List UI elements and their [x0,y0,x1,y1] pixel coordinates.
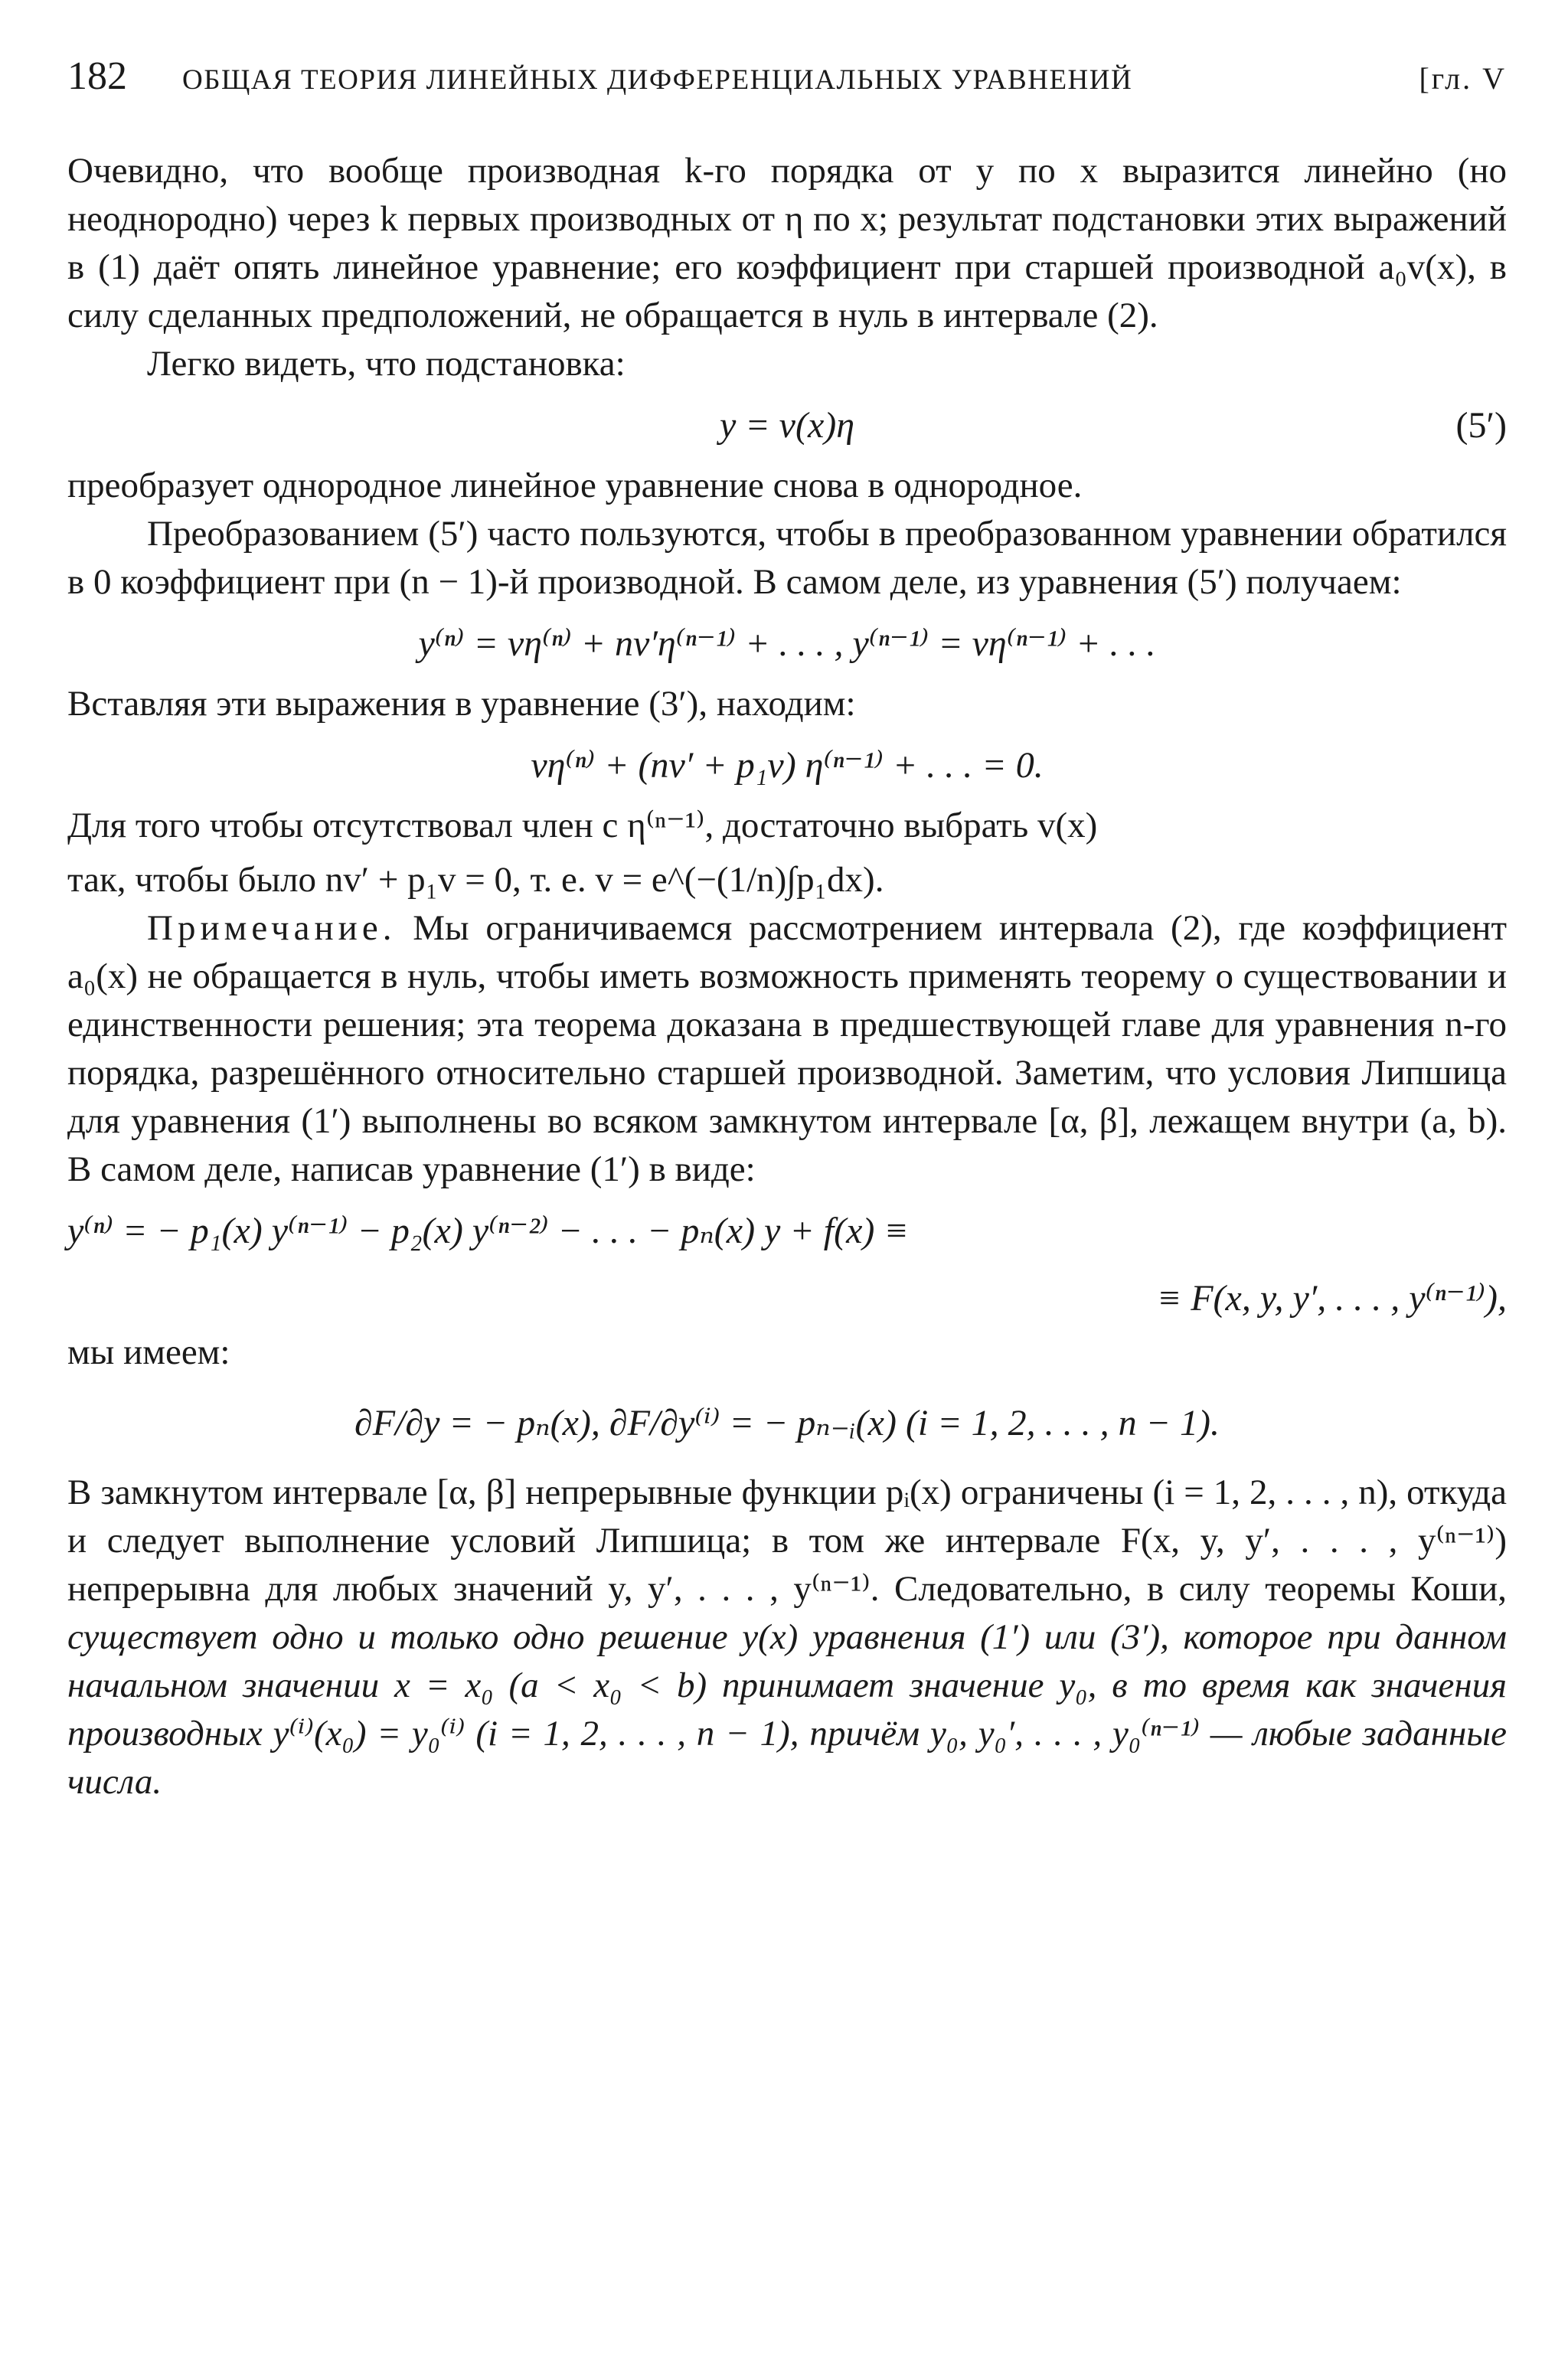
equation-derivatives-body: y⁽ⁿ⁾ = vη⁽ⁿ⁾ + nv′η⁽ⁿ⁻¹⁾ + . . . , y⁽ⁿ⁻¹⁾ = vη⁽ⁿ⁻¹⁾ + . . . [418,623,1156,664]
equation-solved-line-1 [67,1194,1507,1267]
chapter-marker: [гл. V [1419,61,1507,96]
paragraph-choice-line-1: Для того чтобы отсутствовал член с η⁽ⁿ⁻¹⁾, достаточно выбрать v(x) [67,806,1098,845]
paragraph-homogeneous: преобразует однородное линейное уравнение снова в однородное. [67,466,1083,505]
paragraph-choice-line-2: так, чтобы было nv′ + p₁v = 0, т. е. v = e^(−(1/n)∫p₁dx). [67,860,884,900]
equation-number-5-prime: (5′) [1455,404,1507,446]
paragraph-derivative-order: Очевидно, что вообще производная k-го порядка от y по x выразится линейно (но неоднородно) через k первых производных от η по x; результат подстановки этих выражений в (1) даёт опять линейное уравнение; его коэффициент при старшей производной a₀v(x), в силу сделанных предположений, не обращается в нуль в интервале (2). [67,151,1507,335]
paragraph-inserting: Вставляя эти выражения в уравнение (3′), находим: [67,684,856,724]
equation-partials [67,1377,1507,1469]
equation-substituted [67,728,1507,802]
book-page [67,54,1507,1806]
paragraph-transformation: Преобразованием (5′) часто пользуются, чтобы в преобразованном уравнении обратился в 0 коэффициент при (n − 1)-й производной. В самом деле, из уравнения (5′) получаем: [67,514,1507,602]
conclusion-body: В замкнутом интервале [α, β] непрерывные функции pᵢ(x) ограничены (i = 1, 2, . . . , n), откуда и следует выполнение условий Липшица; в том же интервале F(x, y, y′, . . . , y⁽ⁿ⁻¹⁾) непрерывна для любых значений y, y′, . . . , y⁽ⁿ⁻¹⁾. Следовательно, в силу теоремы Коши, [67,1473,1507,1609]
equation-solved-line-2-body: ≡ F(x, y, y′, . . . , y⁽ⁿ⁻¹⁾), [1156,1278,1507,1319]
paragraph-remark [67,904,1507,1194]
equation-solved-line-2 [67,1267,1507,1329]
equation-substituted-body: vη⁽ⁿ⁾ + (nv′ + p₁v) η⁽ⁿ⁻¹⁾ + . . . = 0. [531,745,1044,786]
equation-derivatives [67,606,1507,680]
paragraph-we-have: мы имеем: [67,1332,230,1372]
conclusion-theorem: существует одно и только одно решение y(x) уравнения (1′) или (3′), которое при данном начальном значении x = x₀ (a < x₀ < b) принимает значение y₀, в то время как значения производных y⁽ⁱ⁾(x₀) = y₀⁽ⁱ⁾ (i = 1, 2, . . . , n − 1), причём y₀, y₀′, . . . , y₀⁽ⁿ⁻¹⁾ — любые заданные числа. [67,1617,1507,1802]
equation-partials-body: ∂F/∂y = − pₙ(x), ∂F/∂y⁽ⁱ⁾ = − pₙ₋ᵢ(x) (i = 1, 2, . . . , n − 1). [354,1403,1220,1443]
page-number: 182 [67,54,127,98]
running-header [67,54,1507,100]
remark-body: Мы ограничиваемся рассмотрением интервала (2), где коэффициент a₀(x) не обращается в нуль, чтобы иметь возможность применять теорему о существовании и единственности решения; эта теорема доказана в предшествующей главе для уравнения n-го порядка, разрешённого относительно старшей производной. Заметим, что условия Липшица для уравнения (1′) выполнены во всяком замкнутом интервале [α, β], лежащем внутри (a, b). В самом деле, написав уравнение (1′) в виде: [67,908,1507,1189]
remark-label: Примечание. [147,908,397,948]
running-title: ОБЩАЯ ТЕОРИЯ ЛИНЕЙНЫХ ДИФФЕРЕНЦИАЛЬНЫХ УРАВНЕНИЙ [182,64,1133,96]
paragraph-conclusion [67,1469,1507,1806]
equation-5-prime [67,388,1507,462]
paragraph-substitution-intro: Легко видеть, что подстановка: [147,344,626,384]
equation-solved-line-1-body: y⁽ⁿ⁾ = − p₁(x) y⁽ⁿ⁻¹⁾ − p₂(x) y⁽ⁿ⁻²⁾ − . . . − pₙ(x) y + f(x) ≡ [67,1211,909,1251]
equation-5-prime-body: y = v(x)η [719,404,855,446]
